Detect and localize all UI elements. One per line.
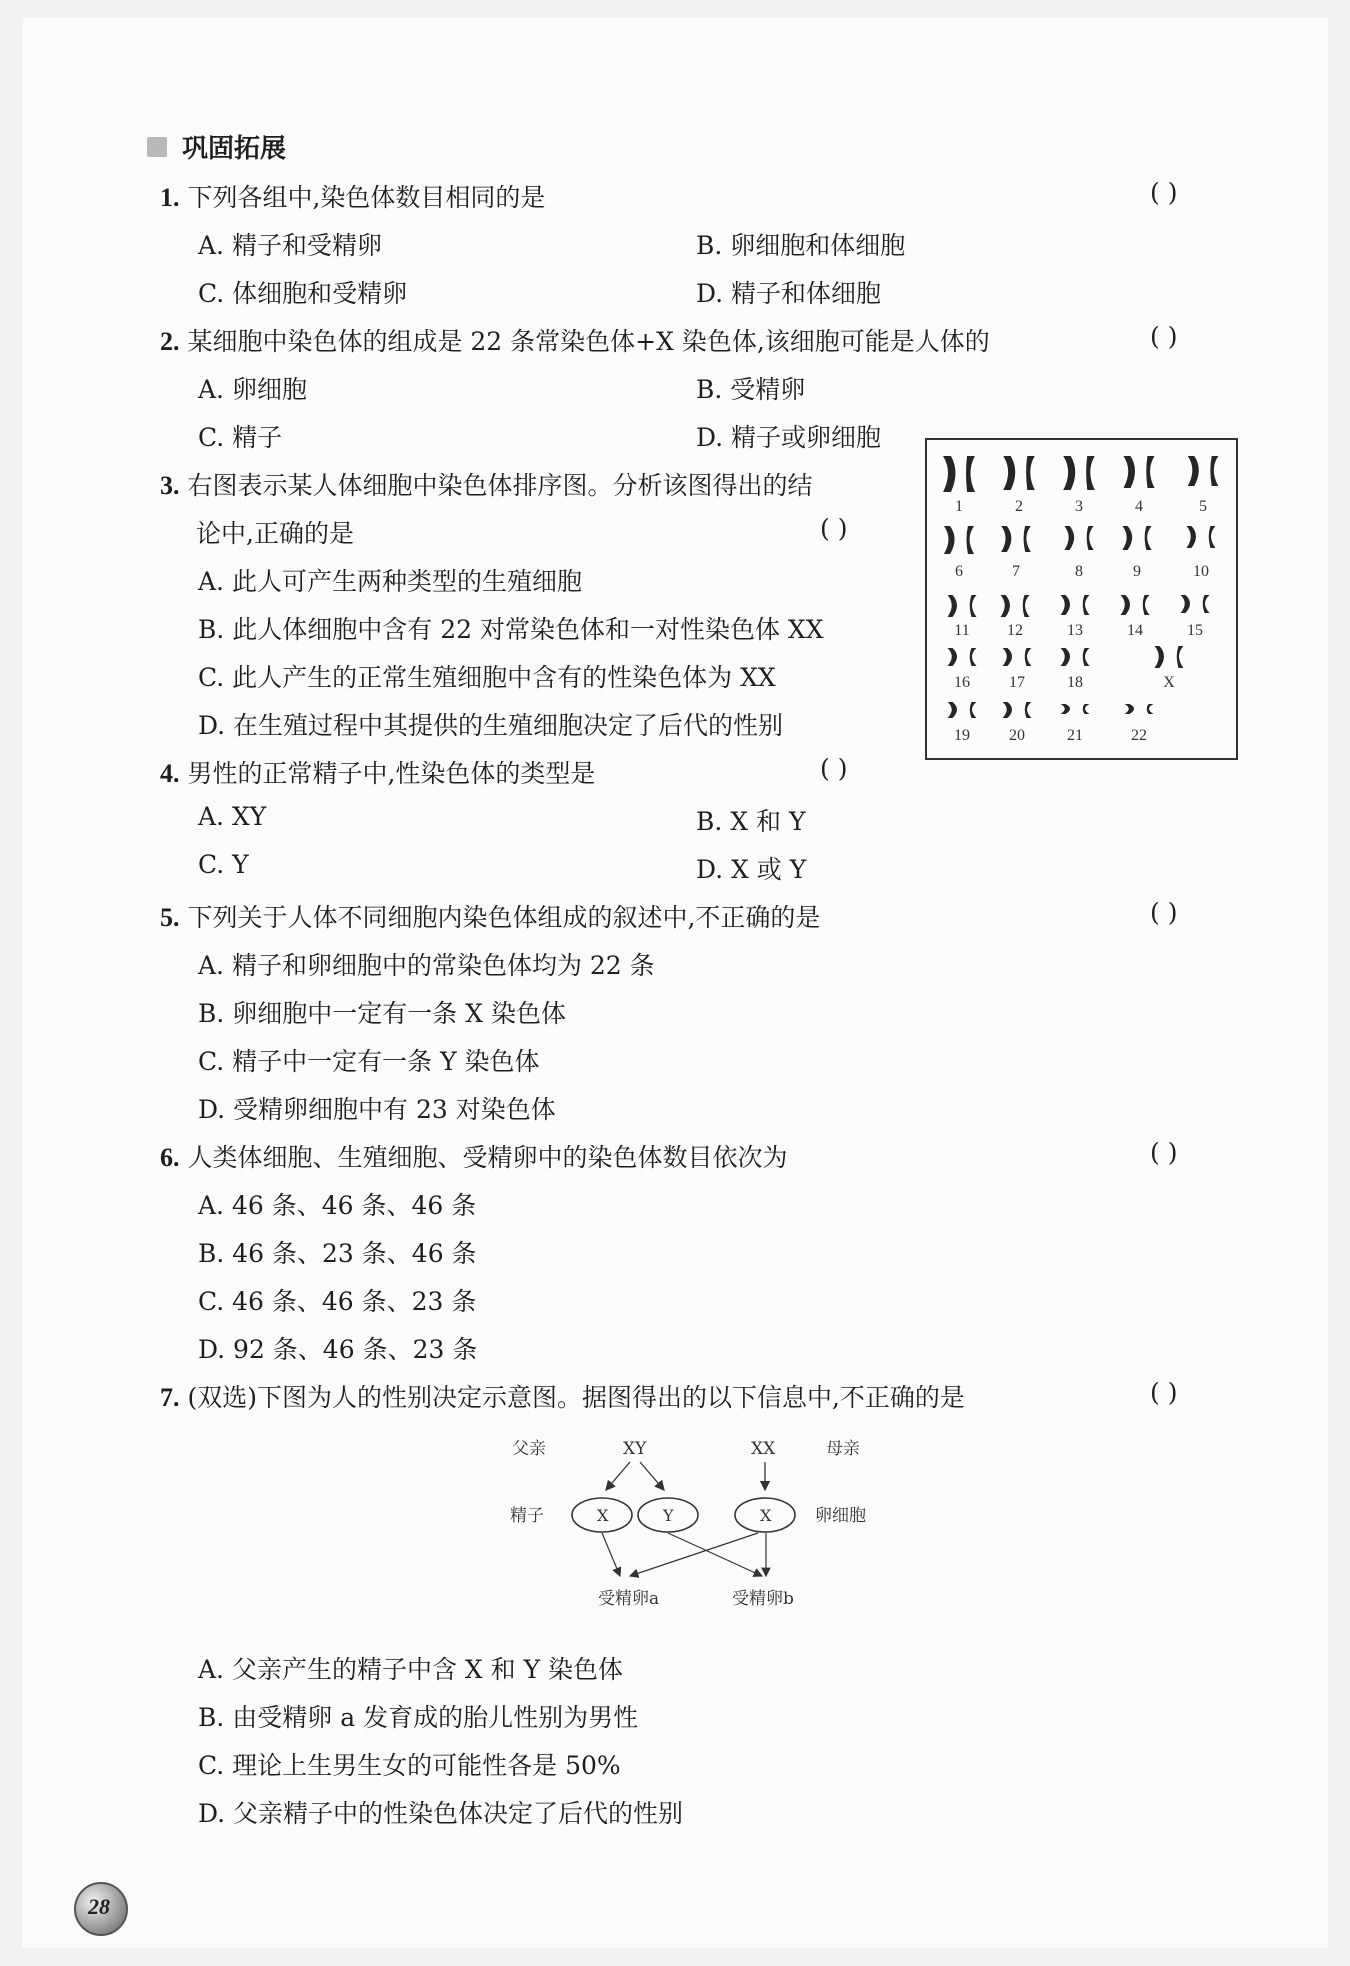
chromosome bbox=[1121, 595, 1131, 615]
chromosome-pair-19 bbox=[948, 702, 977, 718]
question-4 bbox=[160, 754, 595, 790]
chromosome bbox=[1123, 456, 1135, 488]
option-d[interactable]: D. 92 条、46 条、23 条 bbox=[198, 1335, 478, 1364]
arrow-sperm-y-to-zygote-b bbox=[668, 1533, 762, 1576]
chromosome-label: 2 bbox=[1015, 498, 1023, 515]
chromosome-pair-21 bbox=[1061, 704, 1090, 714]
chromosome-label: 13 bbox=[1067, 622, 1083, 639]
option-d[interactable]: D. 在生殖过程中其提供的生殖细胞决定了后代的性别 bbox=[198, 711, 784, 740]
karyotype-chromosomes bbox=[927, 440, 1236, 758]
question-text: 男性的正常精子中,性染色体的类型是 bbox=[187, 759, 596, 788]
page-number-badge bbox=[70, 1880, 128, 1938]
option-a[interactable]: A. 卵细胞 bbox=[198, 375, 307, 404]
question-number: 3. bbox=[160, 471, 180, 500]
chromosome bbox=[1209, 526, 1216, 548]
option-c[interactable]: C. 体细胞和受精卵 bbox=[198, 279, 408, 308]
answer-blank[interactable]: ( ) bbox=[1150, 322, 1178, 351]
chromosome bbox=[1064, 526, 1074, 550]
answer-blank[interactable]: ( ) bbox=[820, 514, 848, 543]
chromosome bbox=[1025, 648, 1032, 666]
chromosome bbox=[1083, 595, 1090, 615]
mother-label: 母亲 bbox=[826, 1439, 860, 1459]
chromosome-pair-6 bbox=[944, 526, 974, 554]
option-d[interactable]: D. 父亲精子中的性染色体决定了后代的性别 bbox=[198, 1799, 684, 1828]
option-d[interactable]: D. 精子和体细胞 bbox=[696, 279, 882, 308]
chromosome-pair-4 bbox=[1123, 456, 1154, 488]
question-text-line2: 论中,正确的是 bbox=[196, 519, 354, 548]
chromosome bbox=[1024, 526, 1031, 552]
chromosome bbox=[1125, 704, 1135, 714]
option-a[interactable]: A. 精子和卵细胞中的常染色体均为 22 条 bbox=[198, 951, 655, 980]
chromosome bbox=[1083, 704, 1090, 714]
option-c[interactable]: C. 精子 bbox=[198, 423, 283, 452]
question-number: 5. bbox=[160, 903, 180, 932]
chromosome bbox=[948, 595, 958, 617]
option-d[interactable]: D. 受精卵细胞中有 23 对染色体 bbox=[198, 1095, 556, 1124]
chromosome bbox=[1203, 595, 1210, 613]
chromosome bbox=[1003, 702, 1013, 718]
chromosome-pair-2 bbox=[1003, 456, 1034, 490]
option-b[interactable]: B. 卵细胞中一定有一条 X 染色体 bbox=[198, 999, 566, 1028]
option-a[interactable]: A. 此人可产生两种类型的生殖细胞 bbox=[198, 567, 582, 596]
sperm-y-label: Y bbox=[663, 1506, 674, 1525]
chromosome bbox=[1188, 456, 1199, 486]
egg-label: 卵细胞 bbox=[815, 1506, 866, 1526]
chromosome-label: 19 bbox=[954, 727, 970, 744]
answer-blank[interactable]: ( ) bbox=[1150, 1378, 1178, 1407]
chromosome bbox=[1187, 526, 1197, 548]
chromosome bbox=[1061, 595, 1071, 615]
chromosome bbox=[1003, 456, 1015, 490]
chromosome bbox=[943, 456, 955, 492]
option-a[interactable]: A. 父亲产生的精子中含 X 和 Y 染色体 bbox=[198, 1655, 624, 1684]
section-square-icon bbox=[147, 137, 167, 157]
sperm-label: 精子 bbox=[510, 1506, 544, 1526]
option-d[interactable]: D. 精子或卵细胞 bbox=[696, 423, 882, 452]
answer-blank[interactable]: ( ) bbox=[1150, 898, 1178, 927]
father-label: 父亲 bbox=[512, 1439, 546, 1459]
chromosome-label: 8 bbox=[1075, 563, 1083, 580]
question-text: 某细胞中染色体的组成是 22 条常染色体+X 染色体,该细胞可能是人体的 bbox=[187, 327, 990, 356]
chromosome-label: X bbox=[1163, 674, 1175, 691]
answer-blank[interactable]: ( ) bbox=[1150, 1138, 1178, 1167]
chromosome-pair-20 bbox=[1003, 702, 1032, 718]
chromosome bbox=[1063, 456, 1075, 490]
option-b[interactable]: B. 受精卵 bbox=[696, 375, 806, 404]
chromosome-pair-8 bbox=[1064, 526, 1093, 550]
chromosome-label: 4 bbox=[1135, 498, 1143, 515]
chromosome-label: 18 bbox=[1067, 674, 1083, 691]
mother-genotype: XX bbox=[751, 1439, 776, 1459]
chromosome-label: 6 bbox=[955, 563, 963, 580]
chromosome-label: 17 bbox=[1009, 674, 1025, 691]
chromosome bbox=[1087, 526, 1094, 550]
chromosome-pair-5 bbox=[1188, 456, 1219, 486]
chromosome bbox=[1001, 595, 1011, 617]
chromosome-pair-13 bbox=[1061, 595, 1090, 615]
question-7 bbox=[160, 1378, 965, 1414]
question-text: 下列各组中,染色体数目相同的是 bbox=[187, 183, 546, 212]
option-b[interactable]: B. 46 条、23 条、46 条 bbox=[198, 1239, 477, 1268]
chromosome bbox=[966, 526, 974, 554]
chromosome bbox=[970, 595, 977, 617]
chromosome bbox=[1147, 704, 1154, 714]
question-number: 7. bbox=[160, 1383, 180, 1412]
chromosome bbox=[1026, 456, 1035, 490]
karyotype-figure bbox=[925, 438, 1238, 760]
question-text: 下列关于人体不同细胞内染色体组成的叙述中,不正确的是 bbox=[187, 903, 821, 932]
chromosome-pair-18 bbox=[1061, 648, 1090, 666]
chromosome-pair-17 bbox=[1003, 648, 1032, 666]
chromosome-pair-12 bbox=[1001, 595, 1030, 617]
option-a[interactable]: A. XY bbox=[198, 802, 267, 831]
option-c[interactable]: C. Y bbox=[198, 850, 249, 879]
question-number: 1. bbox=[160, 183, 180, 212]
chromosome-label: 20 bbox=[1009, 727, 1025, 744]
chromosome bbox=[1122, 526, 1132, 550]
chromosome-pair-14 bbox=[1121, 595, 1150, 615]
chromosome-label: 3 bbox=[1075, 498, 1083, 515]
chromosome-label: 7 bbox=[1012, 563, 1020, 580]
chromosome-label: 21 bbox=[1067, 727, 1083, 744]
chromosome bbox=[1177, 646, 1184, 668]
chromosome-label: 12 bbox=[1007, 622, 1023, 639]
sex-determination-diagram bbox=[490, 1430, 910, 1620]
option-c[interactable]: C. 理论上生男生女的可能性各是 50% bbox=[198, 1751, 621, 1780]
chromosome bbox=[1145, 526, 1152, 550]
chromosome bbox=[944, 526, 955, 554]
chromosome bbox=[1061, 648, 1071, 666]
chromosome-pair-10 bbox=[1187, 526, 1216, 548]
option-c[interactable]: C. 46 条、46 条、23 条 bbox=[198, 1287, 477, 1316]
zygote-b-label: 受精卵b bbox=[732, 1589, 794, 1609]
question-3 bbox=[160, 466, 812, 502]
question-text: 右图表示某人体细胞中染色体排序图。分析该图得出的结 bbox=[187, 471, 813, 500]
answer-blank[interactable]: ( ) bbox=[820, 754, 848, 783]
chromosome-label: 11 bbox=[954, 622, 970, 639]
option-b[interactable]: B. 卵细胞和体细胞 bbox=[696, 231, 906, 260]
chromosome-label: 5 bbox=[1199, 498, 1207, 515]
chromosome bbox=[1181, 595, 1191, 613]
question-text: 人类体细胞、生殖细胞、受精卵中的染色体数目依次为 bbox=[187, 1143, 788, 1172]
chromosome bbox=[970, 702, 977, 718]
chromosome-pair-16 bbox=[948, 648, 977, 666]
chromosome-label: 15 bbox=[1187, 622, 1203, 639]
chromosome bbox=[1023, 595, 1030, 617]
question-1 bbox=[160, 178, 545, 214]
chromosome-label: 9 bbox=[1133, 563, 1141, 580]
sperm-x-label: X bbox=[597, 1506, 609, 1525]
chromosome-label: 14 bbox=[1127, 622, 1143, 639]
chromosome bbox=[966, 456, 975, 492]
chromosome bbox=[1083, 648, 1090, 666]
chromosome bbox=[1210, 456, 1218, 486]
question-2 bbox=[160, 322, 990, 358]
father-genotype: XY bbox=[623, 1439, 647, 1459]
question-number: 4. bbox=[160, 759, 180, 788]
zygote-a-label: 受精卵a bbox=[598, 1589, 660, 1609]
egg-x-label: X bbox=[760, 1506, 772, 1525]
option-c[interactable]: C. 此人产生的正常生殖细胞中含有的性染色体为 XX bbox=[198, 663, 776, 692]
arrow-egg-to-zygote-a bbox=[630, 1533, 758, 1576]
answer-blank[interactable]: ( ) bbox=[1150, 178, 1178, 207]
option-b[interactable]: B. X 和 Y bbox=[696, 807, 806, 836]
chromosome-pair-9 bbox=[1122, 526, 1151, 550]
question-number: 2. bbox=[160, 327, 180, 356]
option-d[interactable]: D. X 或 Y bbox=[696, 855, 807, 884]
chromosome bbox=[1025, 702, 1032, 718]
question-text: (双选)下图为人的性别决定示意图。据图得出的以下信息中,不正确的是 bbox=[187, 1383, 965, 1412]
chromosome-pair-X bbox=[1155, 646, 1184, 668]
chromosome-label: 1 bbox=[955, 498, 963, 515]
question-6 bbox=[160, 1138, 787, 1174]
chromosome-pair-1 bbox=[943, 456, 975, 492]
page-number: 28 bbox=[88, 1894, 110, 1919]
chromosome-pair-22 bbox=[1125, 704, 1154, 714]
option-b[interactable]: B. 此人体细胞中含有 22 对常染色体和一对性染色体 XX bbox=[198, 615, 824, 644]
option-b[interactable]: B. 由受精卵 a 发育成的胎儿性别为男性 bbox=[198, 1703, 639, 1732]
option-a[interactable]: A. 精子和受精卵 bbox=[198, 231, 382, 260]
chromosome bbox=[1143, 595, 1150, 615]
arrow-father-to-sperm-x bbox=[606, 1462, 630, 1490]
chromosome-label: 10 bbox=[1193, 563, 1209, 580]
chromosome-pair-15 bbox=[1181, 595, 1210, 613]
chromosome bbox=[1146, 456, 1154, 488]
chromosome-pair-3 bbox=[1063, 456, 1094, 490]
option-c[interactable]: C. 精子中一定有一条 Y 染色体 bbox=[198, 1047, 540, 1076]
arrow-father-to-sperm-y bbox=[640, 1462, 664, 1490]
chromosome-pair-7 bbox=[1001, 526, 1031, 552]
arrow-sperm-x-to-zygote-a bbox=[602, 1533, 620, 1576]
option-a[interactable]: A. 46 条、46 条、46 条 bbox=[198, 1191, 477, 1220]
section-title: 巩固拓展 bbox=[182, 134, 287, 164]
chromosome-pair-11 bbox=[948, 595, 977, 617]
chromosome bbox=[970, 648, 977, 666]
question-5 bbox=[160, 898, 820, 934]
chromosome bbox=[948, 702, 958, 718]
chromosome bbox=[1003, 648, 1013, 666]
chromosome-label: 22 bbox=[1131, 727, 1147, 744]
chromosome bbox=[1061, 704, 1071, 714]
chromosome-label: 16 bbox=[954, 674, 970, 691]
chromosome bbox=[1001, 526, 1011, 552]
chromosome bbox=[948, 648, 958, 666]
chromosome bbox=[1155, 646, 1165, 668]
chromosome bbox=[1086, 456, 1095, 490]
question-number: 6. bbox=[160, 1143, 180, 1172]
